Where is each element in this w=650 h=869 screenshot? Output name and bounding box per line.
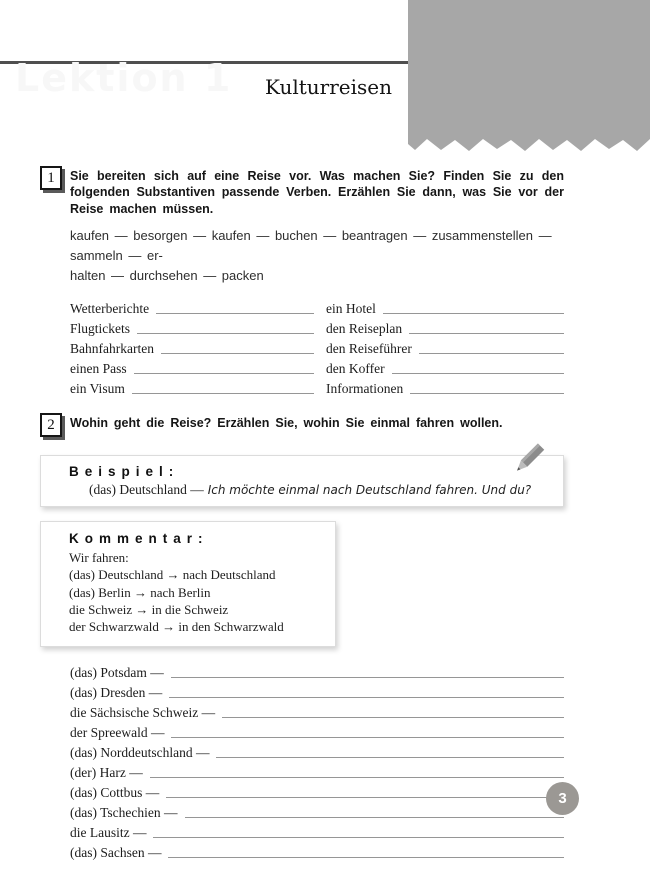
verb-list [70, 226, 564, 286]
fill-label: Wetterberichte [70, 301, 150, 317]
place-row [70, 781, 564, 801]
place-row [70, 821, 564, 841]
blank-line [153, 837, 564, 838]
fill-label: Informationen [326, 381, 404, 397]
page-content [40, 166, 564, 861]
fill-row [70, 317, 314, 337]
place-row [70, 761, 564, 781]
kommentar-line: Wir fahren: [69, 550, 129, 566]
blank-line [392, 373, 564, 374]
fill-row [326, 357, 564, 377]
blank-line [137, 333, 314, 334]
blank-line [171, 737, 564, 738]
exercise-1 [40, 166, 564, 397]
blank-line [168, 857, 564, 858]
place-label: (das) Sachsen — [70, 844, 162, 860]
fill-row [70, 297, 314, 317]
place-label: der Spreewald — [70, 724, 165, 740]
blank-line [134, 373, 314, 374]
fill-row [326, 337, 564, 357]
fill-row [326, 317, 564, 337]
blank-line [156, 313, 314, 314]
fill-row [70, 357, 314, 377]
blank-line [169, 697, 564, 698]
fill-row [326, 377, 564, 397]
fill-label: Flugtickets [70, 321, 130, 337]
kommentar-heading: Kommentar: [69, 531, 209, 547]
kommentar-line: die Schweiz → in die Schweiz [69, 602, 229, 618]
place-label: die Sächsische Schweiz — [70, 704, 216, 720]
fill-row [70, 377, 314, 397]
place-label: (das) Potsdam — [70, 664, 164, 680]
kommentar-content [69, 549, 319, 635]
kommentar-box [40, 521, 336, 646]
exercise-2-number-box: 2 [40, 413, 62, 437]
place-label: (das) Dresden — [70, 684, 163, 700]
blank-line [185, 817, 564, 818]
fill-row [326, 297, 564, 317]
places-list [70, 661, 564, 861]
place-label: die Lausitz — [70, 824, 147, 840]
verb-line: halten — durchsehen — packen [70, 268, 264, 284]
fill-label: den Reiseführer [326, 341, 412, 357]
place-row [70, 701, 564, 721]
place-row [70, 681, 564, 701]
blank-line [171, 677, 564, 678]
exercise-2-instruction: Wohin geht die Reise? Erzählen Sie, wohin Sie einmal fahren wollen. [70, 416, 503, 431]
fill-label: einen Pass [70, 361, 127, 377]
blank-line [222, 717, 564, 718]
blank-line [132, 393, 314, 394]
kommentar-line: (das) Deutschland → nach Deutschland [69, 567, 276, 583]
fill-label: den Reiseplan [326, 321, 403, 337]
place-label: (das) Norddeutschland — [70, 744, 210, 760]
blank-line [166, 797, 564, 798]
place-label: (der) Harz — [70, 764, 143, 780]
beispiel-sentence: Ich möchte einmal nach Deutschland fahren. Und du? [207, 483, 532, 498]
fill-label: den Koffer [326, 361, 385, 377]
page-title: Kulturreisen [264, 75, 392, 99]
lektion-banner [408, 0, 650, 152]
exercise-2 [40, 413, 564, 860]
place-row [70, 741, 564, 761]
blank-line [216, 757, 564, 758]
fill-row [70, 337, 314, 357]
blank-line [419, 353, 564, 354]
place-label: (das) Cottbus — [70, 784, 160, 800]
blank-line [161, 353, 314, 354]
kommentar-line: (das) Berlin → nach Berlin [69, 584, 211, 600]
fill-in-grid [70, 297, 564, 397]
blank-line [383, 313, 564, 314]
beispiel-heading: Beispiel: [69, 464, 180, 480]
page-number-badge: 3 [546, 782, 579, 815]
fill-label: Bahnfahrkarten [70, 341, 154, 357]
fill-label: ein Hotel [326, 301, 376, 317]
place-row [70, 721, 564, 741]
place-label: (das) Tschechien — [70, 804, 178, 820]
exercise-1-instruction: Sie bereiten sich auf eine Reise vor. Was machen Sie? Finden Sie zu den folgenden Substantiven passende Verben. Erzählen Sie dann, was Sie vor der Reise machen müssen. [70, 169, 564, 216]
beispiel-example [89, 481, 549, 499]
exercise-1-number-box: 1 [40, 166, 62, 190]
pencil-icon [507, 438, 549, 480]
fill-label: ein Visum [70, 381, 125, 397]
beispiel-box [40, 455, 564, 507]
verb-line: kaufen — besorgen — kaufen — buchen — beantragen — zusammenstellen — sammeln — er- [70, 227, 552, 263]
blank-line [150, 777, 564, 778]
blank-line [410, 393, 564, 394]
place-row [70, 841, 564, 861]
kommentar-line: der Schwarzwald → in den Schwarzwald [69, 619, 284, 635]
place-row [70, 801, 564, 821]
beispiel-prompt: (das) Deutschland — [89, 482, 204, 498]
blank-line [409, 333, 564, 334]
lektion-label: Lektion 1 [15, 56, 233, 100]
place-row [70, 661, 564, 681]
